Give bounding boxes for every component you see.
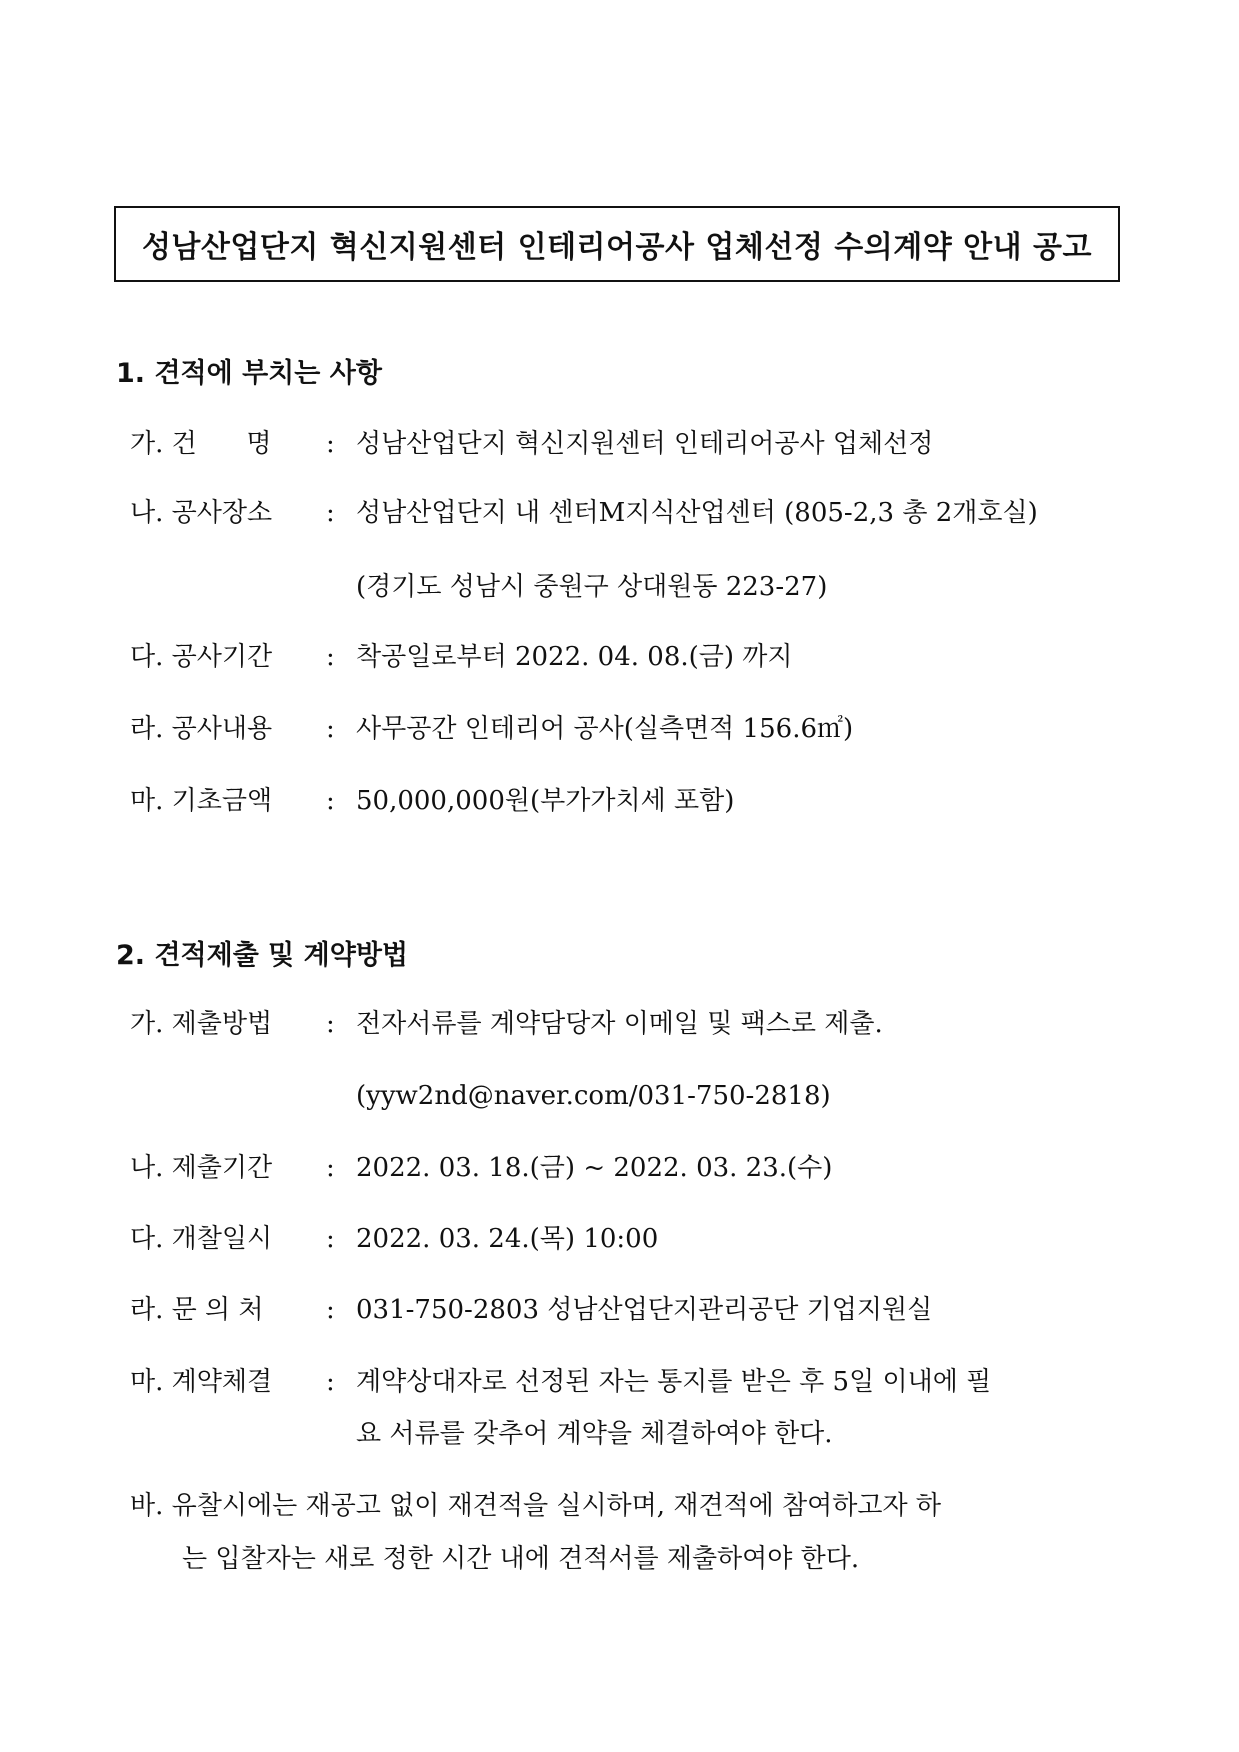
section2-paragraph-line1: 바. 유찰시에는 재공고 없이 재견적을 실시하며, 재견적에 참여하고자 하: [130, 1491, 942, 1521]
document-title: 성남산업단지 혁신지원센터 인테리어공사 업체선정 수의계약 안내 공고: [141, 230, 1093, 265]
item-colon: :: [326, 786, 335, 816]
section2-item-opening: [130, 1222, 658, 1256]
item-label: 라. 공사내용: [130, 714, 273, 744]
title-box: [114, 206, 1120, 282]
section1-item-content: [130, 712, 853, 746]
item-value: 전자서류를 계약담당자 이메일 및 팩스로 제출.: [356, 1009, 883, 1039]
section2-item-period: [130, 1151, 832, 1185]
section2-item-contract: [130, 1365, 991, 1399]
item-label: 라. 문 의 처: [130, 1295, 264, 1325]
section2-paragraph-line2: 는 입찰자는 새로 정한 시간 내에 견적서를 제출하여야 한다.: [182, 1544, 860, 1574]
section1-item-period: [130, 640, 793, 674]
item-label: 마. 기초금액: [130, 786, 273, 816]
section2-item-method-contact: (yyw2nd@naver.com/031-750-2818): [356, 1081, 831, 1111]
item-colon: :: [326, 642, 335, 672]
item-value: 성남산업단지 내 센터M지식산업센터 (805-2,3 총 2개호실): [356, 498, 1038, 528]
section1-item-location-address: (경기도 성남시 중원구 상대원동 223-27): [356, 572, 828, 602]
item-label: 가. 건 명: [130, 429, 272, 459]
item-value: 성남산업단지 혁신지원센터 인테리어공사 업체선정: [356, 429, 934, 459]
section1-item-location: [130, 496, 1038, 530]
item-value: 2022. 03. 18.(금) ~ 2022. 03. 23.(수): [356, 1153, 833, 1183]
item-colon: :: [326, 498, 335, 528]
section1-heading: 1. 견적에 부치는 사항: [116, 358, 382, 389]
item-label: 다. 개찰일시: [130, 1224, 273, 1254]
item-colon: :: [326, 1153, 335, 1183]
section2-item-method: [130, 1007, 883, 1041]
item-colon: :: [326, 1367, 335, 1397]
item-colon: :: [326, 714, 335, 744]
item-label: 마. 계약체결: [130, 1367, 273, 1397]
item-label: 나. 공사장소: [130, 498, 273, 528]
section2-item-inquiry: [130, 1293, 932, 1327]
item-colon: :: [326, 429, 335, 459]
item-colon: :: [326, 1224, 335, 1254]
item-value: 031-750-2803 성남산업단지관리공단 기업지원실: [356, 1295, 933, 1325]
item-colon: :: [326, 1009, 335, 1039]
item-value: 50,000,000원(부가가치세 포함): [356, 786, 735, 816]
item-value: 2022. 03. 24.(목) 10:00: [356, 1224, 659, 1254]
item-colon: :: [326, 1295, 335, 1325]
section1-item-base-amount: [130, 784, 734, 818]
item-label: 나. 제출기간: [130, 1153, 273, 1183]
item-value: 착공일로부터 2022. 04. 08.(금) 까지: [356, 642, 793, 672]
section2-heading: 2. 견적제출 및 계약방법: [116, 940, 408, 971]
item-label: 다. 공사기간: [130, 642, 273, 672]
section2-item-contract-cont: 요 서류를 갖추어 계약을 체결하여야 한다.: [356, 1419, 833, 1449]
item-value: 사무공간 인테리어 공사(실측면적 156.6㎡): [356, 714, 854, 744]
item-label: 가. 제출방법: [130, 1009, 273, 1039]
section1-item-name: [130, 427, 933, 461]
item-value: 계약상대자로 선정된 자는 통지를 받은 후 5일 이내에 필: [356, 1367, 992, 1397]
